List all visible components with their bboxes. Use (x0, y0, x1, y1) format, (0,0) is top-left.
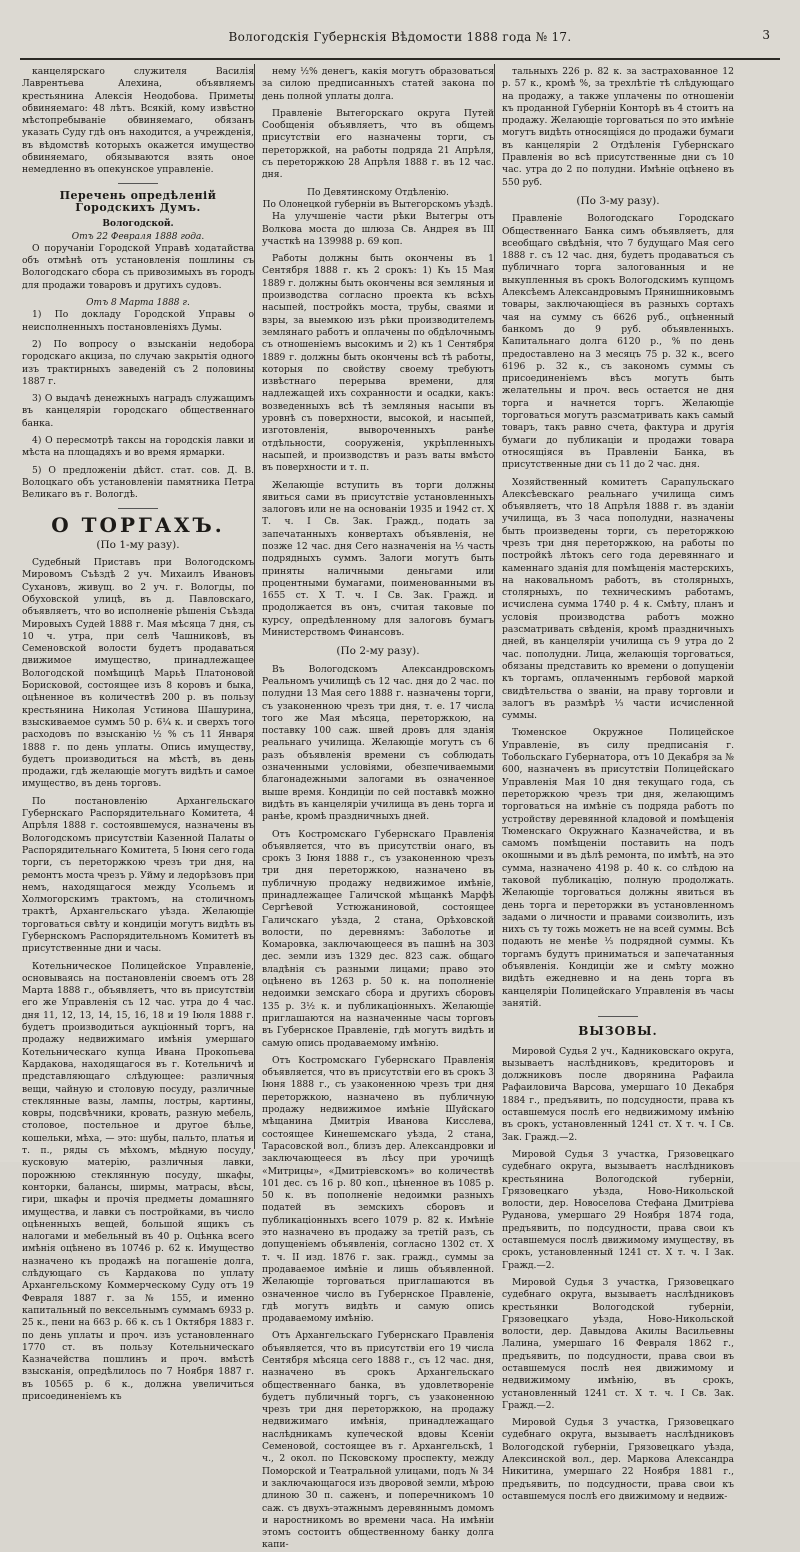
divider (118, 508, 158, 509)
department-subheading: По Олонецкой губерніи въ Вытегорскомъ уѣздѣ. (262, 199, 494, 210)
divider (598, 1016, 638, 1017)
decision-item: 5) О предложеніи дѣйст. стат. сов. Д. В. Волоцкаго объ установленіи памятника Петра Великаго въ г. Вологдѣ. (22, 464, 254, 501)
divider (118, 183, 158, 184)
date-heading: Отъ 8 Марта 1888 г. (86, 298, 190, 309)
decision-item: 3) О выдачѣ денежныхъ наградъ служащимъ въ канцеляріи городскаго общественнаго банка. (22, 393, 254, 429)
section-title: ВЫЗОВЫ. (578, 1024, 658, 1039)
decision-item: 2) По вопросу о взысканіи недобора городскаго акциза, по случаю закрытія одного изъ трактирныхъ заведеній съ 2 половины 1887 г. (22, 338, 254, 387)
article-continuation: канцелярскаго служителя Василія Лаврентьева Алехина, объявляемъ крестьянина Алексія Неодобова. Приметы обвиняемаго: 48 лѣтъ. Всякій, кому извѣстно мѣстопребываніе обвиняемаго, обязанъ указать Суду гдѣ онъ находится, а учрежденія, въ вѣдомствѣ которыхъ окажется имущество обвиняемаго, обязываются взять оное немедленно въ опекунское управленіе. (22, 66, 254, 176)
notice: Тюменское Окружное Полицейское Управленіе, въ силу предписанія г. Тобольскаго Губернатора, отъ 10 Декабря за № 600, назначенъ въ присутствіи Полицейскаго Управленія Мая 10 дня текущаго года, съ переторжкою чрезъ три дня, желающимъ торговаться на имѣніе съ подряда работъ по устройству деревянной кладовой и помѣщенія Тюменскаго Окружнаго Казначейства, и въ самомъ помѣщеніи поставить на подъ окошными и въ дѣлѣ ремонта, по имѣтѣ, на это сумма, назначено 4198 р. 40 к. со слѣдою на таковой публикацію, полную продолжать. Желающіе торговаться должны явиться въ день торга и переторжки въ установленномъ задами о личности и правами соизволить, изъ нихъ съ ту тожь можетъ не на всей суммы. Всѣ подають не менѣе ⅓ подрядной суммы. Къ торгамъ будутъ приниматься и запечатанныя объявленія. Кондиціи же и смѣту можно видѣть ежедневно и на день торга въ канцеляріи Полицейскаго Управленія въ часы занятій. (502, 727, 734, 1009)
notice: Правленіе Вологодскаго Городскаго Общественнаго Банка симъ объявляетъ, для всеобщаго свѣдѣнія, что 7 будущаго Мая сего 1888 г. съ 12 час. дня, будетъ продаваться съ публичнаго торга залогованныя и не выкупленныя въ срокъ Вологодскимъ купцомъ Алексѣемъ Александровымъ Прянишниковымъ товары, заключающіеся въ разныхъ сортахъ чая на сумму съ 6626 руб., оцѣненный банкомъ до 9 руб. объявленныхъ. Капитальнаго долга 6120 р., % по день предоставлено на 3 месяцъ 75 р. 32 к., всего 6196 р. 32 к., съ закономъ суммы съ присоединеніемъ вѣсъ могутъ быть желательны и проч. весь остается не дня торга и начнется торгъ. Желающіе торговаться могутъ разсматривать какъ самый товаръ, такъ равно счета, фактура и другія бумаги до публикаціи и продажи товара относящіяся въ Правленіи Банка, въ присутственные дни съ 11 до 2 час. дня. (502, 213, 734, 471)
article-continuation: нему ½% денегъ, какія могутъ образоваться за силою предписанныхъ статей закона по день полной уплаты долга. (262, 66, 494, 102)
notice: Котельническое Полицейское Управленіе, основываясь на постановленіи своемъ отъ 28 Марта 1888 г., объявляетъ, что въ присутствіи его же Управленія съ 12 час. утра до 4 час. дня 11, 12, 13, 14, 15, 16, 18 и 19 Іюля 1888 г. будетъ производиться аукціонный торгъ, на продажу недвижимаго имѣнія умершаго Котельническаго купца Ивана Прокопьева Кардакова, находящагося въ г. Котельничѣ и представляющаго слѣдующее: различныя вещи, чайную и столовую посуду, различные стеклянные вазы, лампы, лостры, картины, ковры, подсвѣчники, кровать, разную мебель, столовое, постельное и другое бѣлье, кошельки, мѣха, — это: шубы, пальто, платья и т. п., ряды съ мѣхомъ, мѣдную посуду, кусковую матерію, различныя лавки, порожнюю стеклянную посуду, шкафы, конторки, балансы, ширмы, матрасы, вѣсы, гири, шкафы и прочія предметы домашняго имущества, и лавки съ постройками, въ число оцѣненныхъ вещей, большой ящикъ съ налогами и мебельный въ 40 р. Оцѣнка всего имѣнія оцѣнено въ 10746 р. 62 к. Имущество назначено къ продажѣ на погашеніе долга, слѣдующаго съ Кардакова по уплату Архангельскому Коммерческому Суду отъ 19 Февраля 1887 г. за № 155, и именно капитальный по вексельнымъ суммамъ 6933 р. 25 к., пени на 663 р. 66 к. съ 1 Октября 1883 г. по день уплаты и проч. изъ установленнаго 1770 ст. въ пользу Котельническаго Казначейства пошлинъ и проч. вмѣстѣ взысканія, опредѣлилось по 7 Ноября 1887 г. въ 10565 р. 6 к., должна увеличиться присоединеніемъ къ (22, 960, 254, 1402)
decision-item: 4) О пересмотрѣ таксы на городскія лавки и мѣста на площадяхъ и во время ярмарки. (22, 435, 254, 459)
notice: По постановленію Архангельскаго Губернскаго Распорядительнаго Комитета, 4 Апрѣля 1888 г. состоявшемуся, назначены въ Вологодскомъ присутствіи Казенной Палаты о Распорядительнаго Комитета, 5 Іюня сего года торги, съ переторжкою чрезъ три дня, на ремонтъ моста чрезъ р. Уйму и ледорѣзовъ при немъ, находящагося между Усольемъ и Холмогорскимъ трактомъ, на столичномъ трактѣ, Архангельскаго уѣзда. Желающіе торговаться свѣту и кондиціи могутъ видѣть въ Губернскомъ Распорядительномъ Комитетѣ въ присутственные дни и часы. (22, 795, 254, 955)
section-title: Перечень опредѣленій Городскихъ Думъ. (59, 188, 217, 214)
running-head: Вологодскія Губернскія Вѣдомости 1888 года № 17. (228, 30, 572, 44)
page-number: 3 (762, 28, 770, 42)
notice: На улучшеніе части рѣки Вытегры отъ Волкова моста до шлюза Св. Андрея въ III участкѣ на 139988 р. 69 коп. (262, 211, 494, 247)
notice: Отъ Костромскаго Губернскаго Правленія объявляется, что въ присутствіи его въ срокъ 3 Іюня 1888 г., съ узаконенною чрезъ три дня переторжкою, назначено въ публичную продажу недвижимое имѣніе Шуйскаго мѣщанина Дмитрія Иванова Кисслева, состоящее Кинешемскаго уѣзда, 2 стана, Тарасовской вол., близъ дер. Александровки и заключающееся въ лѣсу при урочищѣ «Митрицы», «Дмитріевскомъ» во количествѣ 101 дес. съ 16 р. 80 коп., цѣненное въ 1085 р. 50 к. въ пополненіе недоимки разныхъ податей въ земскихъ сборовъ и публикаціонныхъ всего 1079 р. 82 к. Имѣніе это назначено въ продажу за третій разъ, съ допущеніемъ объявленія, согласно 1302 ст. X т. ч. II изд. 1876 г. зак. гражд., суммы за продаваемое имѣніе и лишь объявленной. Желающіе торговаться приглашаются въ означенное число въ Губернское Правленіе, гдѣ могутъ видѣть и самую опись продаваемому имѣнію. (262, 1054, 494, 1325)
notice: Судебный Приставъ при Вологодскомъ Мировомъ Съѣздѣ 2 уч. Михаилъ Ивановъ Сухановъ, живущ. во 2 уч. г. Вологды, по Обуховской улицѣ, въ д. Павловскаго, объявляетъ, что во исполненіе рѣшенія Съѣзда Мировыхъ Судей 1888 г. Мая мѣсяца 7 дня, съ 10 ч. утра, при селѣ Чашниковѣ, въ Семеновской волости будетъ продаваться движимое имущество, принадлежащее Вологодской помѣщицѣ Марьѣ Платоновой Борисковой, состоящее изъ 8 коровъ и быка, оцѣненное въ количествѣ 200 р. въ пользу крестьянина Николая Устинова Шашурина, взыскиваемое суммъ 50 р. 6¼ к. и сверхъ того расходовъ по взысканію ½ % съ 11 Января 1888 г. по день уплаты. Опись имуществу, будетъ производиться на мѣстѣ, въ день продажи, гдѣ желающіе могутъ видѣть и самое имущество, въ день торговъ. (22, 557, 254, 790)
summons: Мировой Судья 3 участка, Грязовецкаго судебнаго округа, вызываетъ наслѣдниковъ крестьянки Вологодской губерніи, Грязовецкаго уѣзда, Ново-Никольской волости, дер. Давыдова Акилы Васильевны Лалина, умершаго 16 Февраля 1862 г., предъявить, по подсудности, права свои въ оставшемуся послѣ нея движимому и недвижимому имѣнію, въ срокъ, установленный 1241 ст. X т. ч. I Св. Зак. Гражд.—2. (502, 1276, 734, 1411)
subsection-title: (По 1-му разу). (96, 538, 180, 551)
subsection-title: (По 2-му разу). (336, 645, 420, 658)
summons: Мировой Судья 3 участка, Грязовецкаго судебнаго округа, вызываетъ наслѣдниковъ Вологодской губерніи, Грязовецкаго уѣзда, Алексинской вол., дер. Маркова Александра Никитина, умершаго 22 Ноября 1881 г., предъявить, по подсудности, права свои къ оставшемуся послѣ его движимому и недвиж- (502, 1417, 734, 1502)
decision-item: О поручаніи Городской Управѣ ходатайства объ отмѣнѣ отъ установленія пошлины съ Вологодскаго сбора съ привозимыхъ въ городъ для продажи товаровъ и другихъ судовъ. (22, 242, 254, 291)
section-big-title: О ТОРГАХЪ. (51, 512, 225, 537)
notice: Желающіе вступить въ торги должны явиться сами въ присутствіе установленныхъ залоговъ или не на основаніи 1935 и 1942 ст. Х Т. ч. I Св. Зак. Гражд., подать за запечатанныхъ конвертахъ объявленія, не позже 12 час. дня Сего назначенія на ⅓ часть подрядныхъ суммъ. Залоги могутъ быть приняты наличными деньгами или процентными бумагами, поименованными въ 1655 ст. X Т. ч. I Св. Зак. Гражд. и продолжается въ онъ, считая таковые по курсу, опредѣленному для залоговъ бумагъ Министерствомъ Финансовъ. (262, 479, 494, 639)
column-separator (494, 64, 495, 1149)
city-heading: Вологодской. (102, 219, 174, 230)
notice: Отъ Костромскаго Губернскаго Правленія объявляется, что въ присутствіи онаго, въ срокъ 3 Іюня 1888 г., съ узаконенною чрезъ три дня переторжкою, назначено въ публичную продажу недвижимое имѣніе, принадлежащее Галичской мѣщанкѣ Марфѣ Сергѣевой Устюжаниновой, состоящее Галичскаго уѣзда, 2 стана, Орѣховской волости, по деревнямъ: Заболотье и Комаровка, заключающееся въ пашнѣ на 303 дес. земли изъ 1329 дес. 823 саж. общаго владѣнія съ разными лицами; право это оцѣнено въ 1263 р. 50 к. на пополненіе недоимки земскаго сбора и другихъ сборовъ 135 р. 3½ к. и публикаціонныхъ. Желающіе приглашаются на назначенные часы торговъ въ Губернское Правленіе, гдѣ могутъ видѣть и самую опись продаваемому имѣнію. (262, 828, 494, 1049)
column-1 (22, 66, 254, 1402)
article-continuation: тальныхъ 226 р. 82 к. за застрахованное 12 р. 57 к., кромѣ %, за трехлѣтіе тѣ слѣдующаго на продажу, а также уплачены по отношеніи къ проданной Губерніи Конторѣ въ 4 стоитъ на продажу. Желающіе торговаться по это имѣніе могутъ видѣть относящіяся до продажи бумаги въ канцеляріи 2 Отдѣленія Губернскаго Правленія во всѣ присутственные дни съ 10 час. утра до 2 по полудни. Имѣніе оцѣнено въ 550 руб. (502, 66, 734, 188)
notice: Отъ Архангельскаго Губернскаго Правленія объявляется, что въ присутствіи его 19 числа Сентября мѣсяца сего 1888 г., съ 12 час. дня, назначено въ срокъ Архангельскаго общественнаго банка, въ удовлетвореніе будетъ публичный торгъ, съ узаконенною чрезъ три дня переторжкою, на продажу недвижимаго имѣнія, принадлежащаго наслѣдникамъ купеческой вдовы Ксеніи Семеновой, состоящее въ г. Архангельскѣ, 1 ч., 2 окол. по Псковскому проспекту, между Поморской и Театральной улицами, подъ № 34 и заключающагося изъ дворовой земли, мѣрою длиною 30 п. саженъ, и поперечникомъ 10 саж. съ двухъ-этажнымъ деревяннымъ домомъ и наростникомъ во времени часа. На имѣніи этомъ состоитъ общественному банку долга капи- (262, 1330, 494, 1551)
notice: Правленіе Вытегорскаго округа Путей Сообщенія объявляетъ, что въ общемъ присутствіи его назначены торги, съ переторжкой, на работы подряда 21 Апрѣля, съ переторжкою 28 Апрѣля 1888 г. въ 12 час. дня. (262, 107, 494, 181)
column-2 (262, 66, 494, 1551)
subsection-title: (По 3-му разу). (576, 194, 660, 207)
summons: Мировой Судья 2 уч., Кадниковскаго округа, вызываетъ наслѣдниковъ, кредиторовъ и должниковъ после дворянина Рафаила Рафаиловича Варсова, умершаго 10 Декабря 1884 г., предъявить, по подсудности, права къ оставшемуся послѣ его недвижимому имѣнію въ срокъ, установленный 1241 ст. X т. ч. I Св. Зак. Гражд.—2. (502, 1045, 734, 1143)
column-3 (502, 66, 734, 1502)
decision-item: 1) По докладу Городской Управы о неисполненныхъ постановленіяхъ Думы. (22, 309, 254, 333)
notice: Хозяйственный комитетъ Сарапульскаго Алексѣевскаго реальнаго училища симъ объявляетъ, что 18 Апрѣля 1888 г. въ зданіи училища, въ 3 часа пополудни, назначены быть произведены торги, съ переторжкою чрезъ три дня переторжкою, на работы по постройкѣ лѣтокъ сего года деревяннаго и каменнаго зданія для помѣщенія мастерскихъ, на наковальномъ работъ, въ столярныхъ, столярныхъ, по техническимъ работамъ, исчислена сумма 1740 р. 4 к. Смѣту, планъ и условія производства работъ можно разсматривать свѣденія, кромѣ праздничныхъ дней, въ канцеляріи училища съ 9 утра до 2 час. пополудни. Лица, желающія торговаться, обязаны представить ко времени о допущеніи къ торгамъ, оплаченнымъ гербовой маркой свидѣтельства о званіи, на праву торговли и залогъ въ размѣрѣ ⅓ части исчисленной суммы. (502, 476, 734, 722)
department-heading: По Девятинскому Отдѣленію. (307, 187, 449, 198)
page-header (20, 22, 780, 56)
date-heading: Отъ 22 Февраля 1888 года. (71, 231, 205, 242)
notice: Въ Вологодскомъ Александровскомъ Реальномъ училищѣ съ 12 час. дня до 2 час. по полудни 13 Мая сего 1888 г. назначены торги, съ узаконенною чрезъ три дня, т. е. 17 числа того же Мая мѣсяца, переторжкою, на поставку 100 саж. швей дровъ для зданія реальнаго училища. Желающіе могутъ съ 6 разъ объявленія времени съ соблюдать означенными условіями, обезпечиваемыми благонадежными залогами въ означенное выше время. Кондиціи по сей поставкѣ можно видѣть въ канцеляріи училища въ день торга и ранѣе, кромѣ праздничныхъ дней. (262, 663, 494, 823)
header-rule (20, 58, 780, 60)
summons: Мировой Судья 3 участка, Грязовецкаго судебнаго округа, вызываетъ наслѣдниковъ крестьянина Вологодской губерніи, Грязовецкаго уѣзда, Ново-Никольской волости, дер. Новоселова Стефана Дмитріева Руданова, умершаго 29 Ноября 1874 года, предъявить, по подсудности, права свои къ оставшемуся послѣ движимому имуществу, въ срокъ, установленный 1241 ст. X т. ч. I Зак. Гражд.—2. (502, 1148, 734, 1271)
column-separator (254, 64, 255, 1149)
notice: Работы должны быть окончены въ 1 Сентября 1888 г. къ 2 срокъ: 1) Къ 15 Мая 1889 г. должны быть окончены вся земляныя и производства согласно проекта къ всѣхъ насыпей, постройкъ моста, трубы, сваями и взры, за выемкою изъ рѣки производителемъ землянаго работъ и оплачены по обдѣлочнымъ съ отношеніемъ высокимъ и 2) къ 1 Сентября 1889 г. должны быть окончены всѣ тѣ работы, которыя по свойству своему требуютъ извѣстнаго перерыва времени, для надлежащей ихъ сохранности и осадки, какъ: возведенныхъ всѣ тѣ земляныя насыпи въ уровнѣ съ поверхности, высокой, и насыпей, изготовленія, вывороченныхъ ранѣе отдѣльности, сооруженія, укрѣпленныхъ насыпей, и производствъ и разъ ваты вмѣсто въ поверхности и т. п. (262, 253, 494, 474)
